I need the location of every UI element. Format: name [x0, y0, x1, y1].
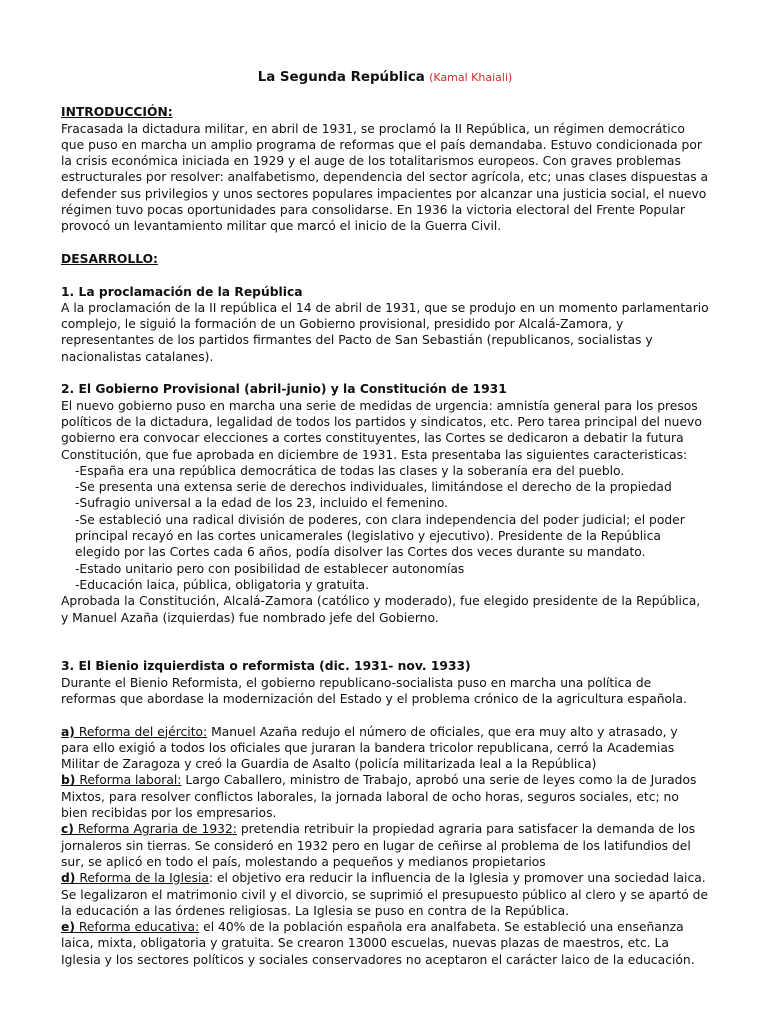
section-2-paragraph: El nuevo gobierno puso en marcha una serie de medidas de urgencia: amnistía general para los presos políticos de la dictadura, legalidad de todos los partidos y sindicatos, etc. Pero tarea principal del nuevo gobierno era convocar elecciones a cortes constituyentes, las Cortes se dedicaron a debatir la futura Constitución, que fue aprobada en diciembre de 1931. Esta presentaba las siguientes caracteristicas: — [61, 398, 702, 462]
reform-e: e) Reforma educativa: el 40% de la población española era analfabeta. Se estableció una enseñanza laica, mixta, obligatoria y gratuita. Se crearon 13000 escuelas, nuevas plazas de maestros, etc. La Iglesia y los sectores políticos y sociales conservadores no aceptaron el carácter laico de la educación. — [61, 920, 695, 967]
list-item: -Se presenta una extensa serie de derechos individuales, limitándose el derecho de la propiedad — [75, 480, 672, 495]
list-item: -España era una república democrática de todas las clases y la soberanía era del pueblo. — [75, 463, 625, 478]
section-2-closing: Aprobada la Constitución, Alcalá-Zamora (católico y moderado), fue elegido presidente de la República, y Manuel Azaña (izquierdas) fue nombrado jefe del Gobierno. — [61, 594, 701, 625]
section-3-paragraph: Durante el Bienio Reformista, el gobierno republicano-socialista puso en marcha una política de reformas que abordase la modernización del Estado y el problema crónico de la agricultura española. — [61, 675, 687, 706]
document-body — [61, 70, 709, 968]
section-3-title: 3. El Bienio izquierdista o reformista (dic. 1931- nov. 1933) — [61, 659, 471, 674]
list-item: -Estado unitario pero con posibilidad de establecer autonomías — [75, 561, 465, 576]
document-title — [61, 70, 709, 86]
reform-b: b) Reforma laboral: Largo Caballero, ministro de Trabajo, aprobó una serie de leyes como la de Jurados Mixtos, para resolver conflictos laborales, la jornada laboral de ocho horas, seguros sociales, etc; no bien recibidas por los empresarios. — [61, 773, 697, 821]
reform-a: a) Reforma del ejército: Manuel Azaña redujo el número de oficiales, que era muy alto y atrasado, y para ello exigió a todos los oficiales que juraran la bandera tricolor republicana, cerró la Academias Militar de Zaragoza y creó la Guardia de Asalto (policía militarizada leal a la República) — [61, 724, 678, 772]
intro-heading: INTRODUCCIÓN: — [61, 105, 173, 120]
constitution-features-list — [61, 463, 709, 593]
title-text: La Segunda República — [257, 70, 425, 85]
list-item: -Sufragio universal a la edad de los 23, incluido el femenino. — [75, 496, 449, 511]
reform-d: d) Reforma de la Iglesia: el objetivo era reducir la influencia de la Iglesia y promover una sociedad laica. Se legalizaron el matrimonio civil y el divorcio, se suprimió el presupuesto público al clero y se apartó de la educación a las órdenes religiosas. La Iglesia se puso en contra de la República. — [61, 871, 709, 918]
reform-c: c) Reforma Agraria de 1932: pretendia retribuir la propiedad agraria para satisfacer la demanda de los jornaleros sin tierras. Se consideró en 1932 pero en lugar de ceñirse al problema de los latifundios del sur, se aplicó en todo el país, molestando a pequeños y medianos propietarios — [61, 822, 696, 869]
intro-paragraph: Fracasada la dictadura militar, en abril de 1931, se proclamó la II República, un régimen democrático que puso en marcha un amplio programa de reformas que el país demandaba. Estuvo condicionada por la crisis económica iniciada en 1929 y el auge de los totalitarismos europeos. Con graves problemas estructurales por resolver: analfabetismo, dependencia del sector agrícola, etc; unas clases dispuestas a defender sus privilegios y unos sectores populares impacientes por alcanzar una justicia social, el nuevo régimen tuvo pocas oportunidades para consolidarse. En 1936 la victoria electoral del Frente Popular provocó un levantamiento militar que marcó el inicio de la Guerra Civil. — [61, 121, 709, 234]
section-2-title: 2. El Gobierno Provisional (abril-junio) y la Constitución de 1931 — [61, 382, 507, 397]
list-item: -Se estableció una radical división de poderes, con clara independencia del poder judicial; el poder principal recayó en las cortes unicamerales (legislativo y ejecutivo). Presidente de la República elegido por las Cortes cada 6 años, podía disolver las Cortes dos veces durante su mandato. — [75, 512, 685, 560]
desarrollo-heading: DESARROLLO: — [61, 251, 158, 266]
section-1-paragraph: A la proclamación de la II república el 14 de abril de 1931, que se produjo en un momento parlamentario complejo, le siguió la formación de un Gobierno provisional, presidido por Alcalá-Zamora, y representantes de los partidos firmantes del Pacto de San Sebastián (republicanos, socialistas y nacionalistas catalanes). — [61, 300, 709, 364]
section-1-title: 1. La proclamación de la República — [61, 284, 303, 299]
list-item: -Educación laica, pública, obligatoria y gratuita. — [75, 577, 369, 592]
author-text: (Kamal Khaiali) — [429, 71, 513, 84]
